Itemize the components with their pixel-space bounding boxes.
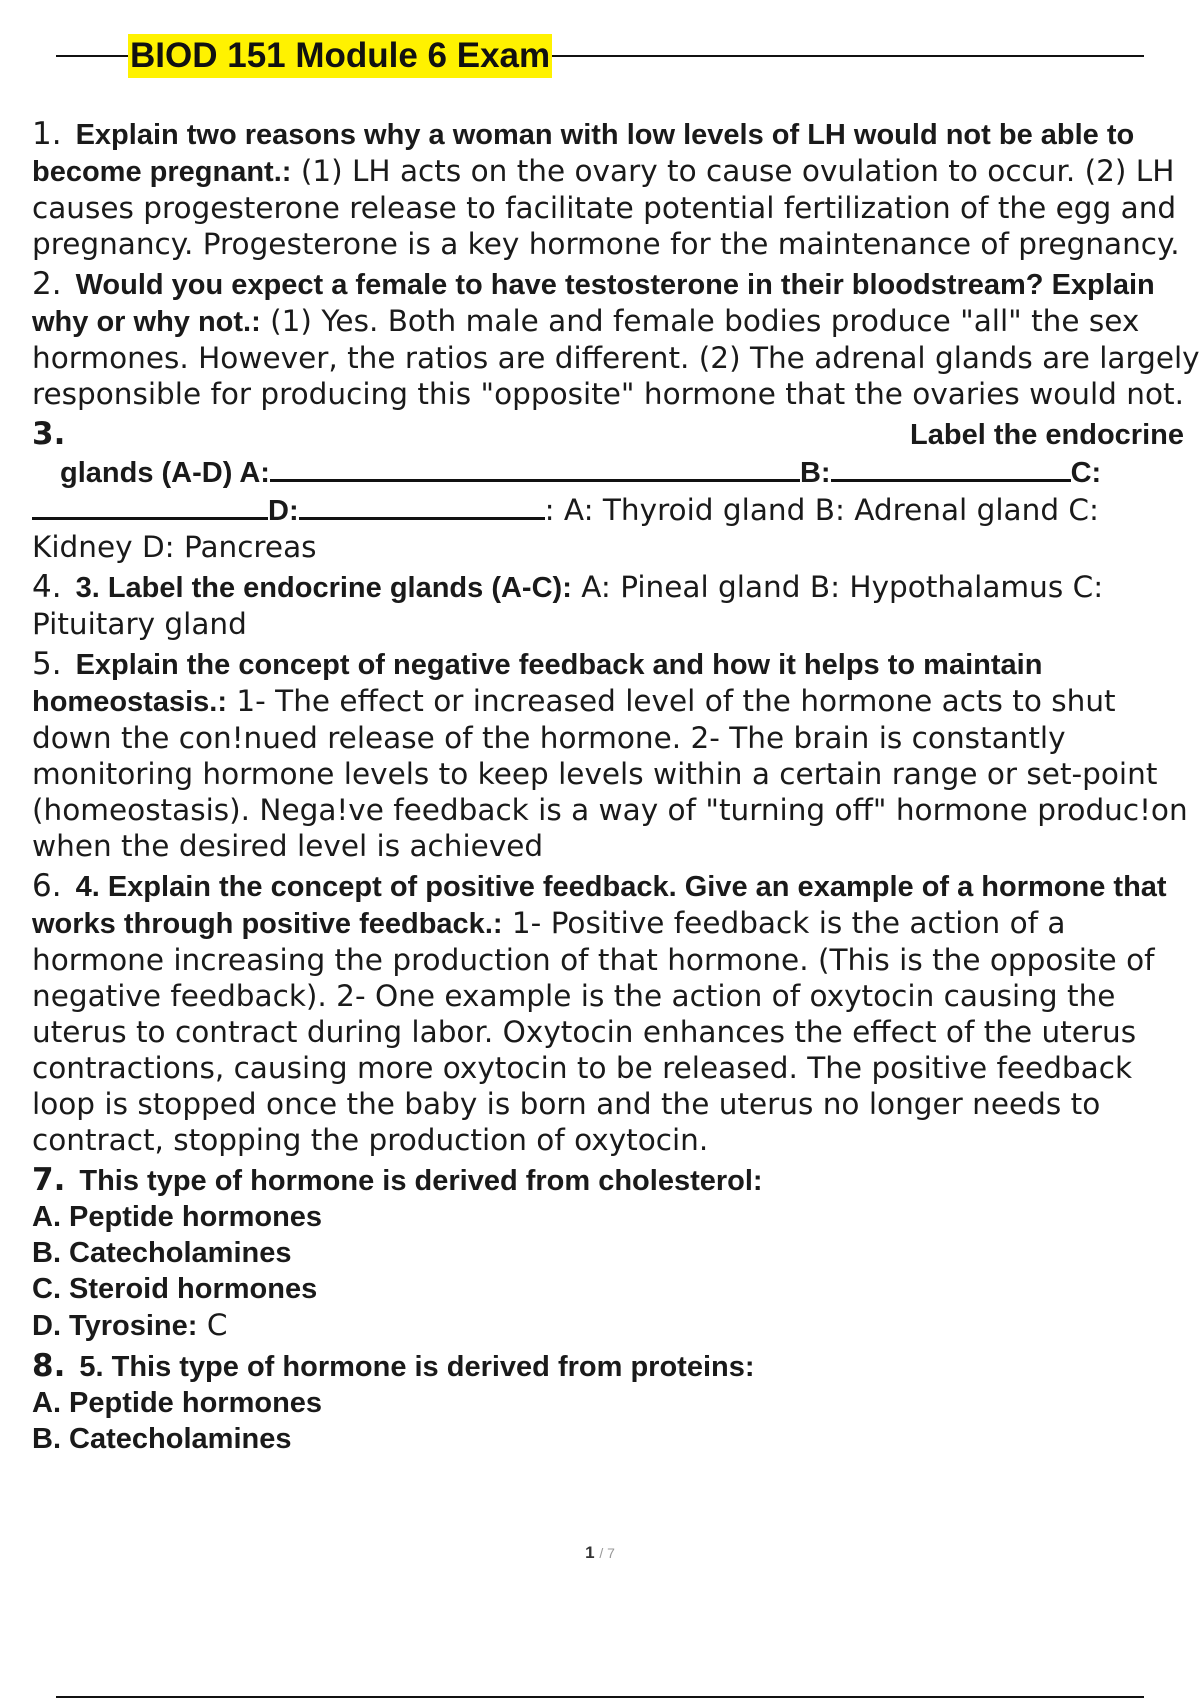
option-c: C. Steroid hormones — [32, 1273, 318, 1305]
page-current: 1 — [585, 1543, 595, 1562]
question-answer: (1) LH acts on the ovary to cause ovulation to occur. (2) LH causes progesterone release to facilitate potential fertilization of the egg and pregnancy. Progesterone is a key hormone for the maintenance of pregnancy. — [32, 154, 1180, 261]
question-1 — [32, 116, 1200, 262]
question-number: 4. — [32, 569, 62, 605]
question-number: 6. — [32, 868, 62, 904]
blank-b[interactable] — [831, 453, 1071, 482]
question-3-head — [32, 416, 1200, 453]
question-answer: (1) Yes. Both male and female bodies produce "all" the sex hormones. However, the ratios are different. (2) The adrenal glands are largely responsible for producing this "opposite" hormone that the ovaries would not. — [32, 304, 1200, 411]
option-b: B. Catecholamines — [32, 1237, 292, 1269]
page-total: / 7 — [599, 1545, 615, 1561]
question-3-answer-line — [32, 491, 1200, 529]
option-a: A. Peptide hormones — [32, 1201, 323, 1233]
option-d: D. Tyrosine: — [32, 1310, 198, 1342]
exam-content — [32, 116, 1200, 1461]
question-2 — [32, 266, 1200, 412]
question-answer: 1- Positive feedback is the action of a hormone increasing the production of that hormone. (This is the opposite of negative feedback). 2- One example is the action of oxytocin causing the uterus to contract during labor. Oxytocin enhances the effect of the uterus contractions, causing more oxytocin to be released. The positive feedback loop is stopped once the baby is born and the uterus no longer needs to contract, stopping the production of oxytocin. — [32, 906, 1155, 1157]
blank-a[interactable] — [270, 453, 800, 482]
question-prompt: Would you expect a female to have testosterone in their bloodstream? Explain why or why not.: — [32, 269, 1155, 338]
question-prompt: 4. Explain the concept of positive feedback. Give an example of a hormone that works through positive feedback.: — [32, 871, 1167, 940]
page-indicator — [0, 1543, 1200, 1563]
question-7 — [32, 1162, 1200, 1344]
question-number: 3. — [32, 416, 66, 452]
question-3-answer-cont: Kidney D: Pancreas — [32, 530, 317, 564]
question-3 — [32, 416, 1200, 565]
question-prompt: Explain two reasons why a woman with low levels of LH would not be able to become pregnant.: — [32, 119, 1135, 188]
question-6 — [32, 868, 1200, 1158]
title-rule-right — [552, 55, 1144, 57]
blank-d[interactable] — [299, 491, 545, 520]
question-4 — [32, 569, 1200, 642]
question-3-labels-line — [32, 453, 1200, 491]
option-b: B. Catecholamines — [32, 1423, 292, 1455]
option-a: A. Peptide hormones — [32, 1387, 323, 1419]
question-number: 8. — [32, 1348, 66, 1384]
question-prompt-part-1: Label the endocrine — [910, 419, 1184, 451]
question-number: 7. — [32, 1162, 66, 1198]
question-prompt: Explain the concept of negative feedback and how it helps to maintain homeostasis.: — [32, 649, 1043, 718]
question-5 — [32, 646, 1200, 864]
question-prompt: 3. Label the endocrine glands (A-C): — [75, 572, 572, 604]
question-number: 1. — [32, 116, 62, 152]
question-prompt: This type of hormone is derived from cholesterol: — [79, 1165, 763, 1197]
blank-c[interactable] — [32, 491, 268, 520]
label-c: C: — [1070, 457, 1102, 489]
option-d-row — [32, 1307, 1200, 1344]
question-number: 5. — [32, 646, 62, 682]
title-row — [56, 30, 1144, 82]
question-prompt: 5. This type of hormone is derived from proteins: — [79, 1351, 755, 1383]
question-answer: C — [197, 1308, 228, 1342]
question-answer: : A: Thyroid gland B: Adrenal gland C: — [544, 493, 1099, 527]
question-answer: A: Pineal gland B: Hypothalamus C: Pituitary gland — [32, 570, 1104, 641]
bottom-rule — [56, 1696, 1144, 1698]
label-d: D: — [268, 495, 299, 527]
question-number: 2. — [32, 266, 62, 302]
question-prompt-part-2: glands (A-D) A: — [60, 457, 270, 489]
page-title: BIOD 151 Module 6 Exam — [128, 34, 552, 78]
title-rule-left — [56, 55, 128, 57]
label-b: B: — [799, 457, 831, 489]
question-answer: 1- The effect or increased level of the hormone acts to shut down the con!nued release of the hormone. 2- The brain is constantly monitoring hormone levels to keep levels within a certain range or set-point (homeostasis). Nega!ve feedback is a way of "turning off" hormone produc!on when the desired level is achieved — [32, 684, 1188, 863]
question-8 — [32, 1348, 1200, 1457]
